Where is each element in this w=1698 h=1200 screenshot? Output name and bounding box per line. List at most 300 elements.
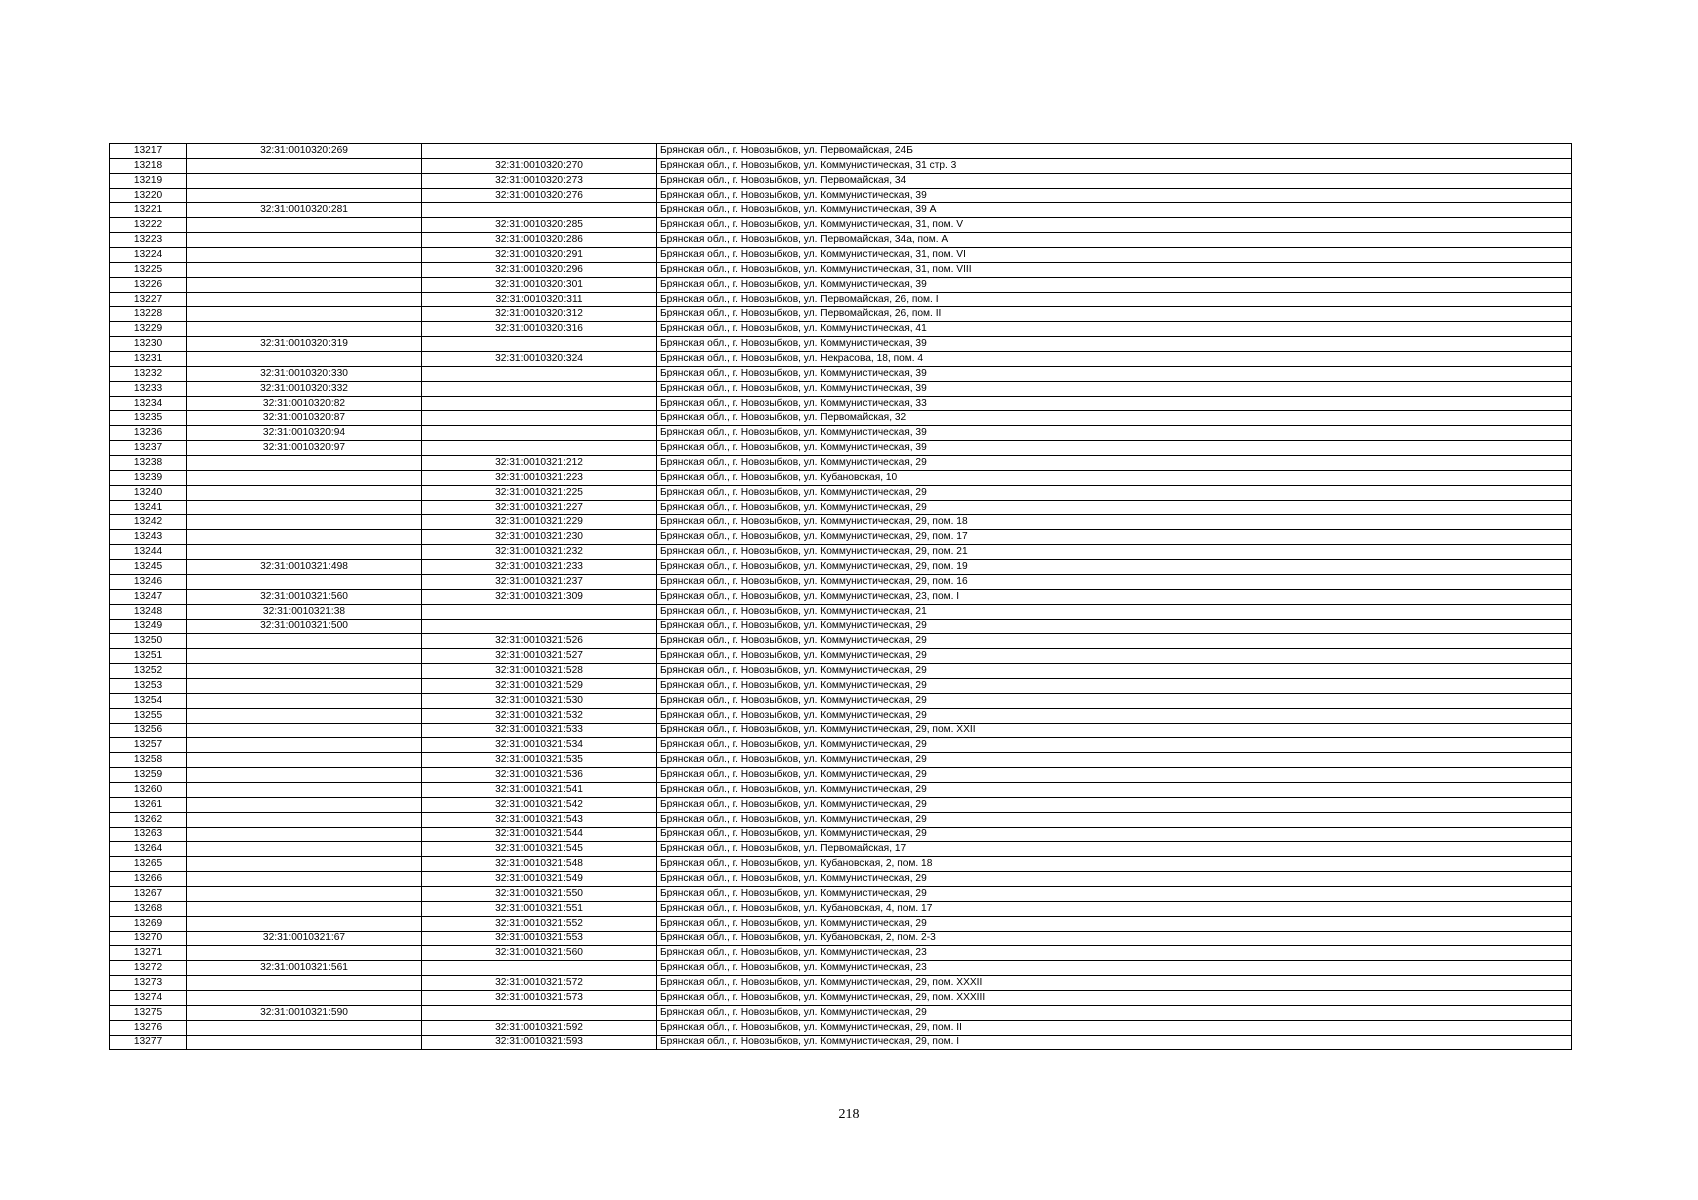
row-number-cell: 13246 [110, 574, 187, 589]
table-row [110, 456, 1572, 471]
address-cell: Брянская обл., г. Новозыбков, ул. Коммунистическая, 29, пом. 19 [657, 560, 1572, 575]
cadastral-number-cell [187, 634, 422, 649]
row-number-cell: 13240 [110, 485, 187, 500]
related-cadastral-number-cell: 32:31:0010320:324 [422, 352, 657, 367]
related-cadastral-number-cell [422, 1005, 657, 1020]
related-cadastral-number-cell: 32:31:0010321:573 [422, 990, 657, 1005]
table-row [110, 381, 1572, 396]
cadastral-number-cell [187, 188, 422, 203]
row-number-cell: 13256 [110, 723, 187, 738]
row-number-cell: 13218 [110, 158, 187, 173]
table-row [110, 753, 1572, 768]
row-number-cell: 13275 [110, 1005, 187, 1020]
row-number-cell: 13261 [110, 797, 187, 812]
address-cell: Брянская обл., г. Новозыбков, ул. Коммунистическая, 41 [657, 322, 1572, 337]
row-number-cell: 13236 [110, 426, 187, 441]
related-cadastral-number-cell: 32:31:0010320:316 [422, 322, 657, 337]
table-row [110, 827, 1572, 842]
table-row [110, 337, 1572, 352]
row-number-cell: 13271 [110, 946, 187, 961]
table-row [110, 173, 1572, 188]
cadastral-number-cell: 32:31:0010320:281 [187, 203, 422, 218]
cadastral-number-cell [187, 946, 422, 961]
table-row [110, 322, 1572, 337]
address-cell: Брянская обл., г. Новозыбков, ул. Коммунистическая, 23 [657, 946, 1572, 961]
related-cadastral-number-cell: 32:31:0010321:593 [422, 1035, 657, 1050]
row-number-cell: 13223 [110, 233, 187, 248]
address-cell: Брянская обл., г. Новозыбков, ул. Коммунистическая, 21 [657, 604, 1572, 619]
address-cell: Брянская обл., г. Новозыбков, ул. Коммунистическая, 29 [657, 500, 1572, 515]
cadastral-number-cell [187, 530, 422, 545]
row-number-cell: 13241 [110, 500, 187, 515]
address-cell: Брянская обл., г. Новозыбков, ул. Кубановская, 4, пом. 17 [657, 901, 1572, 916]
table-row [110, 515, 1572, 530]
related-cadastral-number-cell: 32:31:0010321:549 [422, 872, 657, 887]
related-cadastral-number-cell: 32:31:0010320:273 [422, 173, 657, 188]
address-cell: Брянская обл., г. Новозыбков, ул. Коммунистическая, 29, пом. 21 [657, 545, 1572, 560]
cadastral-number-cell [187, 307, 422, 322]
cadastral-number-cell [187, 470, 422, 485]
related-cadastral-number-cell: 32:31:0010321:542 [422, 797, 657, 812]
address-cell: Брянская обл., г. Новозыбков, ул. Коммунистическая, 39 [657, 426, 1572, 441]
related-cadastral-number-cell: 32:31:0010320:291 [422, 248, 657, 263]
related-cadastral-number-cell [422, 604, 657, 619]
table-row [110, 797, 1572, 812]
cadastral-number-cell [187, 990, 422, 1005]
table-row [110, 723, 1572, 738]
row-number-cell: 13258 [110, 753, 187, 768]
related-cadastral-number-cell: 32:31:0010321:553 [422, 931, 657, 946]
related-cadastral-number-cell: 32:31:0010321:530 [422, 693, 657, 708]
cadastral-number-cell [187, 857, 422, 872]
related-cadastral-number-cell [422, 203, 657, 218]
address-cell: Брянская обл., г. Новозыбков, ул. Первомайская, 24Б [657, 144, 1572, 159]
related-cadastral-number-cell: 32:31:0010321:232 [422, 545, 657, 560]
cadastral-number-cell [187, 485, 422, 500]
related-cadastral-number-cell [422, 144, 657, 159]
row-number-cell: 13217 [110, 144, 187, 159]
cadastral-number-cell [187, 738, 422, 753]
related-cadastral-number-cell: 32:31:0010321:572 [422, 976, 657, 991]
related-cadastral-number-cell: 32:31:0010321:212 [422, 456, 657, 471]
address-cell: Брянская обл., г. Новозыбков, ул. Коммунистическая, 29 [657, 886, 1572, 901]
cadastral-number-cell [187, 797, 422, 812]
row-number-cell: 13222 [110, 218, 187, 233]
table-row [110, 218, 1572, 233]
table-row [110, 485, 1572, 500]
row-number-cell: 13267 [110, 886, 187, 901]
cadastral-number-cell: 32:31:0010320:330 [187, 366, 422, 381]
table-row [110, 664, 1572, 679]
address-cell: Брянская обл., г. Новозыбков, ул. Коммунистическая, 29, пом. 16 [657, 574, 1572, 589]
row-number-cell: 13248 [110, 604, 187, 619]
related-cadastral-number-cell: 32:31:0010321:552 [422, 916, 657, 931]
row-number-cell: 13226 [110, 277, 187, 292]
cadastral-number-cell: 32:31:0010321:560 [187, 589, 422, 604]
row-number-cell: 13235 [110, 411, 187, 426]
cadastral-number-cell [187, 574, 422, 589]
related-cadastral-number-cell [422, 441, 657, 456]
table-row [110, 158, 1572, 173]
address-cell: Брянская обл., г. Новозыбков, ул. Некрасова, 18, пом. 4 [657, 352, 1572, 367]
cadastral-number-cell: 32:31:0010320:319 [187, 337, 422, 352]
row-number-cell: 13219 [110, 173, 187, 188]
row-number-cell: 13269 [110, 916, 187, 931]
cadastral-number-cell [187, 768, 422, 783]
address-cell: Брянская обл., г. Новозыбков, ул. Коммунистическая, 39 [657, 381, 1572, 396]
table-row [110, 916, 1572, 931]
table-row [110, 203, 1572, 218]
related-cadastral-number-cell: 32:31:0010320:276 [422, 188, 657, 203]
row-number-cell: 13242 [110, 515, 187, 530]
related-cadastral-number-cell: 32:31:0010321:223 [422, 470, 657, 485]
row-number-cell: 13234 [110, 396, 187, 411]
address-cell: Брянская обл., г. Новозыбков, ул. Коммунистическая, 31, пом. V [657, 218, 1572, 233]
related-cadastral-number-cell: 32:31:0010321:592 [422, 1020, 657, 1035]
address-cell: Брянская обл., г. Новозыбков, ул. Коммунистическая, 39 [657, 188, 1572, 203]
row-number-cell: 13221 [110, 203, 187, 218]
row-number-cell: 13259 [110, 768, 187, 783]
cadastral-number-cell [187, 500, 422, 515]
table-row [110, 976, 1572, 991]
cadastral-number-cell: 32:31:0010321:67 [187, 931, 422, 946]
row-number-cell: 13238 [110, 456, 187, 471]
table-row [110, 352, 1572, 367]
register-table-body [110, 144, 1572, 1050]
address-cell: Брянская обл., г. Новозыбков, ул. Коммунистическая, 39 [657, 277, 1572, 292]
cadastral-number-cell [187, 1035, 422, 1050]
address-cell: Брянская обл., г. Новозыбков, ул. Коммунистическая, 29 [657, 649, 1572, 664]
address-cell: Брянская обл., г. Новозыбков, ул. Коммунистическая, 29, пом. II [657, 1020, 1572, 1035]
row-number-cell: 13245 [110, 560, 187, 575]
row-number-cell: 13268 [110, 901, 187, 916]
row-number-cell: 13231 [110, 352, 187, 367]
address-cell: Брянская обл., г. Новозыбков, ул. Коммунистическая, 23 [657, 961, 1572, 976]
cadastral-number-cell [187, 173, 422, 188]
address-cell: Брянская обл., г. Новозыбков, ул. Коммунистическая, 29 [657, 693, 1572, 708]
cadastral-number-cell [187, 277, 422, 292]
table-row [110, 1005, 1572, 1020]
row-number-cell: 13270 [110, 931, 187, 946]
table-row [110, 961, 1572, 976]
row-number-cell: 13229 [110, 322, 187, 337]
cadastral-number-cell [187, 664, 422, 679]
row-number-cell: 13227 [110, 292, 187, 307]
address-cell: Брянская обл., г. Новозыбков, ул. Коммунистическая, 29 [657, 664, 1572, 679]
cadastral-number-cell: 32:31:0010320:82 [187, 396, 422, 411]
related-cadastral-number-cell: 32:31:0010321:535 [422, 753, 657, 768]
related-cadastral-number-cell: 32:31:0010321:534 [422, 738, 657, 753]
row-number-cell: 13274 [110, 990, 187, 1005]
row-number-cell: 13251 [110, 649, 187, 664]
row-number-cell: 13255 [110, 708, 187, 723]
related-cadastral-number-cell [422, 381, 657, 396]
related-cadastral-number-cell [422, 619, 657, 634]
address-cell: Брянская обл., г. Новозыбков, ул. Кубановская, 2, пом. 2-3 [657, 931, 1572, 946]
address-cell: Брянская обл., г. Новозыбков, ул. Коммунистическая, 23, пом. I [657, 589, 1572, 604]
row-number-cell: 13228 [110, 307, 187, 322]
row-number-cell: 13247 [110, 589, 187, 604]
address-cell: Брянская обл., г. Новозыбков, ул. Кубановская, 10 [657, 470, 1572, 485]
table-row [110, 262, 1572, 277]
row-number-cell: 13244 [110, 545, 187, 560]
table-row [110, 604, 1572, 619]
cadastral-number-cell [187, 723, 422, 738]
related-cadastral-number-cell: 32:31:0010321:527 [422, 649, 657, 664]
cadastral-number-cell [187, 842, 422, 857]
address-cell: Брянская обл., г. Новозыбков, ул. Первомайская, 34 [657, 173, 1572, 188]
related-cadastral-number-cell: 32:31:0010320:286 [422, 233, 657, 248]
address-cell: Брянская обл., г. Новозыбков, ул. Коммунистическая, 29 [657, 916, 1572, 931]
address-cell: Брянская обл., г. Новозыбков, ул. Коммунистическая, 31, пом. VIII [657, 262, 1572, 277]
related-cadastral-number-cell: 32:31:0010321:529 [422, 678, 657, 693]
related-cadastral-number-cell: 32:31:0010321:528 [422, 664, 657, 679]
row-number-cell: 13230 [110, 337, 187, 352]
table-row [110, 693, 1572, 708]
cadastral-number-cell: 32:31:0010320:97 [187, 441, 422, 456]
row-number-cell: 13249 [110, 619, 187, 634]
cadastral-number-cell [187, 218, 422, 233]
address-cell: Брянская обл., г. Новозыбков, ул. Коммунистическая, 29 [657, 827, 1572, 842]
table-row [110, 411, 1572, 426]
row-number-cell: 13239 [110, 470, 187, 485]
cadastral-number-cell: 32:31:0010320:87 [187, 411, 422, 426]
address-cell: Брянская обл., г. Новозыбков, ул. Первомайская, 34а, пом. А [657, 233, 1572, 248]
page-number: 218 [838, 1107, 860, 1122]
table-row [110, 500, 1572, 515]
table-row [110, 248, 1572, 263]
table-row [110, 307, 1572, 322]
cadastral-number-cell: 32:31:0010321:38 [187, 604, 422, 619]
table-row [110, 233, 1572, 248]
related-cadastral-number-cell: 32:31:0010321:233 [422, 560, 657, 575]
related-cadastral-number-cell: 32:31:0010321:536 [422, 768, 657, 783]
cadastral-number-cell [187, 678, 422, 693]
address-cell: Брянская обл., г. Новозыбков, ул. Кубановская, 2, пом. 18 [657, 857, 1572, 872]
related-cadastral-number-cell: 32:31:0010320:285 [422, 218, 657, 233]
row-number-cell: 13264 [110, 842, 187, 857]
cadastral-number-cell [187, 515, 422, 530]
address-cell: Брянская обл., г. Новозыбков, ул. Коммунистическая, 29, пом. XXII [657, 723, 1572, 738]
related-cadastral-number-cell [422, 366, 657, 381]
cadastral-number-cell: 32:31:0010320:269 [187, 144, 422, 159]
related-cadastral-number-cell [422, 411, 657, 426]
cadastral-number-cell [187, 322, 422, 337]
cadastral-number-cell [187, 233, 422, 248]
address-cell: Брянская обл., г. Новозыбков, ул. Коммунистическая, 29 [657, 812, 1572, 827]
table-row [110, 708, 1572, 723]
related-cadastral-number-cell: 32:31:0010321:544 [422, 827, 657, 842]
related-cadastral-number-cell: 32:31:0010321:230 [422, 530, 657, 545]
address-cell: Брянская обл., г. Новозыбков, ул. Коммунистическая, 39 [657, 441, 1572, 456]
related-cadastral-number-cell: 32:31:0010321:560 [422, 946, 657, 961]
address-cell: Брянская обл., г. Новозыбков, ул. Коммунистическая, 29, пом. XXXIII [657, 990, 1572, 1005]
address-cell: Брянская обл., г. Новозыбков, ул. Коммунистическая, 29, пом. 18 [657, 515, 1572, 530]
table-row [110, 292, 1572, 307]
address-cell: Брянская обл., г. Новозыбков, ул. Коммунистическая, 29, пом. XXXII [657, 976, 1572, 991]
table-row [110, 857, 1572, 872]
cadastral-number-cell [187, 708, 422, 723]
related-cadastral-number-cell: 32:31:0010321:543 [422, 812, 657, 827]
address-cell: Брянская обл., г. Новозыбков, ул. Коммунистическая, 29 [657, 456, 1572, 471]
related-cadastral-number-cell: 32:31:0010321:229 [422, 515, 657, 530]
address-cell: Брянская обл., г. Новозыбков, ул. Первомайская, 17 [657, 842, 1572, 857]
cadastral-number-cell [187, 292, 422, 307]
cadastral-number-cell [187, 158, 422, 173]
cadastral-number-cell [187, 545, 422, 560]
table-row [110, 842, 1572, 857]
address-cell: Брянская обл., г. Новозыбков, ул. Коммунистическая, 29 [657, 753, 1572, 768]
related-cadastral-number-cell [422, 396, 657, 411]
row-number-cell: 13220 [110, 188, 187, 203]
cadastral-number-cell: 32:31:0010321:590 [187, 1005, 422, 1020]
address-cell: Брянская обл., г. Новозыбков, ул. Коммунистическая, 29 [657, 678, 1572, 693]
address-cell: Брянская обл., г. Новозыбков, ул. Коммунистическая, 33 [657, 396, 1572, 411]
cadastral-number-cell: 32:31:0010321:561 [187, 961, 422, 976]
related-cadastral-number-cell: 32:31:0010321:237 [422, 574, 657, 589]
related-cadastral-number-cell: 32:31:0010321:541 [422, 782, 657, 797]
row-number-cell: 13257 [110, 738, 187, 753]
table-row [110, 990, 1572, 1005]
row-number-cell: 13224 [110, 248, 187, 263]
cadastral-number-cell: 32:31:0010321:500 [187, 619, 422, 634]
table-row [110, 901, 1572, 916]
table-row [110, 886, 1572, 901]
related-cadastral-number-cell: 32:31:0010321:551 [422, 901, 657, 916]
cadastral-number-cell [187, 352, 422, 367]
cadastral-number-cell: 32:31:0010321:498 [187, 560, 422, 575]
table-row [110, 931, 1572, 946]
table-row [110, 946, 1572, 961]
row-number-cell: 13260 [110, 782, 187, 797]
row-number-cell: 13253 [110, 678, 187, 693]
cadastral-number-cell [187, 782, 422, 797]
address-cell: Брянская обл., г. Новозыбков, ул. Коммунистическая, 29 [657, 768, 1572, 783]
table-row [110, 589, 1572, 604]
cadastral-number-cell [187, 753, 422, 768]
row-number-cell: 13233 [110, 381, 187, 396]
related-cadastral-number-cell: 32:31:0010321:545 [422, 842, 657, 857]
related-cadastral-number-cell: 32:31:0010320:296 [422, 262, 657, 277]
table-row [110, 738, 1572, 753]
row-number-cell: 13277 [110, 1035, 187, 1050]
address-cell: Брянская обл., г. Новозыбков, ул. Коммунистическая, 29 [657, 634, 1572, 649]
address-cell: Брянская обл., г. Новозыбков, ул. Коммунистическая, 29, пом. 17 [657, 530, 1572, 545]
address-cell: Брянская обл., г. Новозыбков, ул. Коммунистическая, 29 [657, 485, 1572, 500]
address-cell: Брянская обл., г. Новозыбков, ул. Коммунистическая, 39 [657, 366, 1572, 381]
row-number-cell: 13273 [110, 976, 187, 991]
address-cell: Брянская обл., г. Новозыбков, ул. Коммунистическая, 31, пом. VI [657, 248, 1572, 263]
address-cell: Брянская обл., г. Новозыбков, ул. Коммунистическая, 29 [657, 1005, 1572, 1020]
row-number-cell: 13243 [110, 530, 187, 545]
address-cell: Брянская обл., г. Новозыбков, ул. Коммунистическая, 29 [657, 782, 1572, 797]
row-number-cell: 13254 [110, 693, 187, 708]
cadastral-number-cell [187, 812, 422, 827]
cadastral-number-cell [187, 456, 422, 471]
address-cell: Брянская обл., г. Новозыбков, ул. Первомайская, 26, пом. II [657, 307, 1572, 322]
related-cadastral-number-cell [422, 961, 657, 976]
cadastral-number-cell [187, 872, 422, 887]
address-cell: Брянская обл., г. Новозыбков, ул. Коммунистическая, 39 [657, 337, 1572, 352]
related-cadastral-number-cell: 32:31:0010321:533 [422, 723, 657, 738]
table-row [110, 1035, 1572, 1050]
table-row [110, 396, 1572, 411]
cadastral-number-cell: 32:31:0010320:332 [187, 381, 422, 396]
table-row [110, 188, 1572, 203]
table-row [110, 678, 1572, 693]
table-row [110, 545, 1572, 560]
row-number-cell: 13252 [110, 664, 187, 679]
row-number-cell: 13276 [110, 1020, 187, 1035]
cadastral-number-cell [187, 1020, 422, 1035]
cadastral-number-cell [187, 827, 422, 842]
address-cell: Брянская обл., г. Новозыбков, ул. Коммунистическая, 29 [657, 797, 1572, 812]
row-number-cell: 13225 [110, 262, 187, 277]
address-cell: Брянская обл., г. Новозыбков, ул. Коммунистическая, 31 стр. 3 [657, 158, 1572, 173]
table-row [110, 441, 1572, 456]
related-cadastral-number-cell: 32:31:0010320:311 [422, 292, 657, 307]
cadastral-number-cell [187, 916, 422, 931]
cadastral-number-cell [187, 262, 422, 277]
address-cell: Брянская обл., г. Новозыбков, ул. Коммунистическая, 29 [657, 708, 1572, 723]
address-cell: Брянская обл., г. Новозыбков, ул. Первомайская, 26, пом. I [657, 292, 1572, 307]
related-cadastral-number-cell: 32:31:0010321:227 [422, 500, 657, 515]
address-cell: Брянская обл., г. Новозыбков, ул. Коммунистическая, 29 [657, 872, 1572, 887]
row-number-cell: 13265 [110, 857, 187, 872]
row-number-cell: 13266 [110, 872, 187, 887]
related-cadastral-number-cell: 32:31:0010321:532 [422, 708, 657, 723]
table-row [110, 619, 1572, 634]
address-cell: Брянская обл., г. Новозыбков, ул. Первомайская, 32 [657, 411, 1572, 426]
row-number-cell: 13272 [110, 961, 187, 976]
table-row [110, 872, 1572, 887]
row-number-cell: 13237 [110, 441, 187, 456]
table-row [110, 277, 1572, 292]
register-table [109, 143, 1572, 1050]
cadastral-number-cell [187, 886, 422, 901]
address-cell: Брянская обл., г. Новозыбков, ул. Коммунистическая, 29 [657, 619, 1572, 634]
related-cadastral-number-cell [422, 337, 657, 352]
related-cadastral-number-cell: 32:31:0010320:312 [422, 307, 657, 322]
row-number-cell: 13232 [110, 366, 187, 381]
table-row [110, 144, 1572, 159]
related-cadastral-number-cell: 32:31:0010321:309 [422, 589, 657, 604]
table-row [110, 560, 1572, 575]
cadastral-number-cell [187, 649, 422, 664]
related-cadastral-number-cell: 32:31:0010320:270 [422, 158, 657, 173]
related-cadastral-number-cell: 32:31:0010321:550 [422, 886, 657, 901]
table-row [110, 426, 1572, 441]
related-cadastral-number-cell: 32:31:0010321:526 [422, 634, 657, 649]
cadastral-number-cell [187, 901, 422, 916]
address-cell: Брянская обл., г. Новозыбков, ул. Коммунистическая, 39 А [657, 203, 1572, 218]
address-cell: Брянская обл., г. Новозыбков, ул. Коммунистическая, 29, пом. I [657, 1035, 1572, 1050]
table-row [110, 782, 1572, 797]
table-row [110, 366, 1572, 381]
row-number-cell: 13262 [110, 812, 187, 827]
table-row [110, 574, 1572, 589]
cadastral-number-cell [187, 976, 422, 991]
related-cadastral-number-cell: 32:31:0010321:548 [422, 857, 657, 872]
cadastral-number-cell [187, 693, 422, 708]
table-row [110, 649, 1572, 664]
table-row [110, 634, 1572, 649]
table-row [110, 812, 1572, 827]
related-cadastral-number-cell [422, 426, 657, 441]
cadastral-number-cell [187, 248, 422, 263]
row-number-cell: 13263 [110, 827, 187, 842]
table-row [110, 1020, 1572, 1035]
